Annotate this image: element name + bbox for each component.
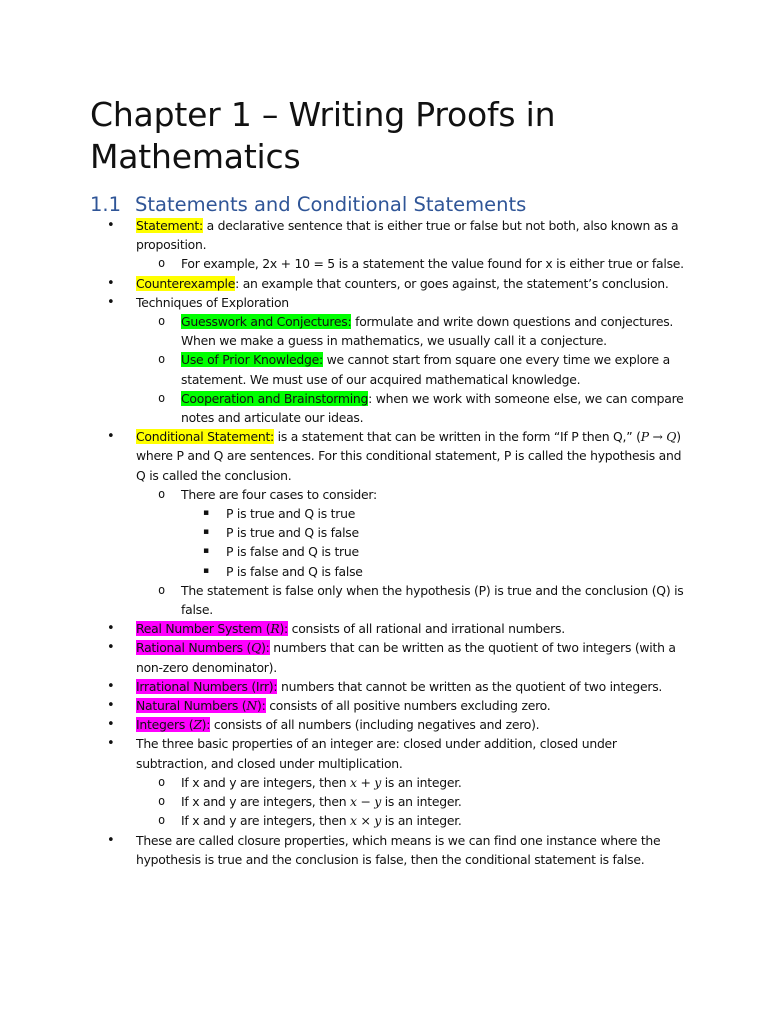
- example-text: For example, 2x + 10 = 5 is a statement the value found for x is either true or false.: [181, 256, 684, 272]
- term-cooperation: Cooperation and Brainstorming: [181, 390, 369, 406]
- bullet-icon: •: [107, 429, 115, 445]
- case-item: [0, 562, 768, 581]
- case-item: [0, 523, 768, 542]
- chapter-title: Chapter 1 – Writing Proofs in Mathematics: [90, 95, 556, 176]
- case-text: P is true and Q is true: [226, 506, 356, 522]
- set-symbol: Z: [193, 717, 202, 733]
- bullet-icon: •: [107, 698, 115, 714]
- circle-bullet-icon: o: [158, 813, 165, 828]
- closure-text: These are called closure properties, which means is we can find one instance where the hypothesis is true and the conclusion is false, then the conditional statement is false.: [136, 832, 661, 867]
- bullet-icon: •: [107, 218, 115, 233]
- note-text: The statement is false only when the hypothesis (P) is true and the conclusion (Q) is false.: [181, 582, 684, 618]
- definition-text: is a statement that can be written in the form “If P then Q,” (: [273, 429, 641, 445]
- term-text: ):: [257, 698, 266, 714]
- term-counterexample: Counterexample: [136, 275, 236, 291]
- sub-item-property: [0, 792, 768, 811]
- property-text: If x and y are integers, then: [181, 794, 351, 810]
- circle-bullet-icon: o: [158, 794, 165, 809]
- sub-item-example: [0, 254, 768, 273]
- term-text: Natural Numbers (: [136, 698, 247, 714]
- term-natural-numbers: [136, 698, 266, 713]
- bullet-icon: •: [107, 832, 115, 848]
- definition-text: : an example that counters, or goes against, the statement’s conclusion.: [235, 275, 669, 291]
- sub-item-note: [0, 581, 768, 619]
- sub-item-cases: [0, 485, 768, 504]
- sub-item-property: [0, 811, 768, 830]
- term-text: ):: [279, 621, 288, 637]
- property-text: If x and y are integers, then: [181, 813, 351, 829]
- section-number: 1.1: [90, 193, 122, 216]
- square-bullet-icon: ▪: [203, 508, 209, 519]
- term-integers: [136, 717, 210, 732]
- list-item-conditional: [0, 427, 768, 485]
- list-item-natural-numbers: [0, 696, 768, 715]
- definition-text: consists of all positive numbers excluding zero.: [265, 698, 551, 714]
- term-rational-numbers: [136, 640, 270, 655]
- circle-bullet-icon: o: [158, 256, 165, 271]
- cases-label: There are four cases to consider:: [181, 486, 377, 502]
- definition-text: a declarative sentence that is either true or false but not both, also known as a proposition.: [136, 218, 679, 253]
- list-item-techniques: [0, 293, 768, 312]
- math-implication: P → Q: [640, 429, 677, 445]
- technique-text: we cannot start from square one every time we explore a statement. We must use of our acquired mathematical knowledge.: [181, 352, 670, 387]
- list-item-rational-numbers: [0, 638, 768, 676]
- sub-item-technique: [0, 350, 768, 388]
- definition-text: numbers that can be written as the quotient of two integers (with a non-zero denominator).: [136, 640, 676, 675]
- bullet-icon: •: [107, 275, 115, 291]
- term-guesswork: Guesswork and Conjectures:: [181, 314, 352, 330]
- definition-text: consists of all numbers (including negatives and zero).: [210, 717, 540, 733]
- term-text: ):: [201, 717, 211, 733]
- property-text: is an integer.: [381, 774, 462, 790]
- section-body: [0, 216, 768, 869]
- bullet-icon: •: [107, 736, 115, 752]
- technique-text: formulate and write down questions and conjectures. When we make a guess in mathematics, we usually call it a conjecture.: [181, 314, 674, 349]
- term-real-numbers: [136, 621, 288, 636]
- bullet-icon: •: [107, 640, 115, 656]
- square-bullet-icon: ▪: [203, 527, 209, 538]
- case-item: [0, 542, 768, 561]
- term-text: Real Number System (: [136, 621, 271, 637]
- circle-bullet-icon: o: [158, 352, 165, 367]
- circle-bullet-icon: o: [158, 486, 165, 501]
- property-text: If x and y are integers, then: [181, 774, 351, 790]
- definition-text: ) where P and Q are sentences. For this conditional statement, P is called the hypothesis and Q is called the conclusion.: [136, 429, 682, 483]
- list-item-real-numbers: [0, 619, 768, 638]
- sub-item-technique: [0, 389, 768, 427]
- list-item-properties: [0, 734, 768, 772]
- math-expression: x × y: [350, 813, 382, 829]
- properties-text: The three basic properties of an integer are: closed under addition, closed under subtraction, and closed under multiplication.: [136, 736, 617, 771]
- property-text: is an integer.: [381, 794, 462, 810]
- term-irrational-numbers: Irrational Numbers (Irr):: [136, 678, 278, 694]
- section-heading: [90, 192, 526, 218]
- property-text: is an integer.: [381, 813, 462, 829]
- square-bullet-icon: ▪: [203, 546, 209, 557]
- case-text: P is true and Q is false: [226, 525, 359, 541]
- term-statement: Statement:: [136, 218, 203, 233]
- term-text: Integers (: [136, 717, 194, 733]
- case-item: [0, 504, 768, 523]
- term-text: ):: [261, 640, 270, 656]
- circle-bullet-icon: o: [158, 774, 165, 789]
- case-text: P is false and Q is false: [226, 563, 363, 579]
- definition-text: consists of all rational and irrational numbers.: [287, 621, 565, 637]
- definition-text: numbers that cannot be written as the quotient of two integers.: [277, 678, 663, 694]
- section-title: Statements and Conditional Statements: [135, 193, 527, 216]
- bullet-icon: •: [107, 678, 115, 694]
- bullet-icon: •: [107, 717, 115, 733]
- term-prior-knowledge: Use of Prior Knowledge:: [181, 352, 323, 368]
- set-symbol: Q: [251, 640, 262, 656]
- sub-item-technique: [0, 312, 768, 350]
- circle-bullet-icon: o: [158, 582, 165, 597]
- square-bullet-icon: ▪: [203, 565, 209, 576]
- bullet-icon: •: [107, 621, 115, 637]
- math-expression: x − y: [350, 794, 382, 810]
- case-text: P is false and Q is true: [226, 544, 359, 560]
- math-expression: x + y: [350, 774, 382, 790]
- techniques-label: Techniques of Exploration: [136, 294, 289, 310]
- circle-bullet-icon: o: [158, 390, 165, 405]
- list-item-statement: [0, 216, 768, 254]
- bullet-icon: •: [107, 294, 115, 310]
- list-item-counterexample: [0, 274, 768, 293]
- list-item-irrational-numbers: [0, 677, 768, 696]
- term-text: Rational Numbers (: [136, 640, 252, 656]
- term-conditional: Conditional Statement:: [136, 429, 274, 445]
- technique-text: : when we work with someone else, we can compare notes and articulate our ideas.: [181, 390, 684, 426]
- set-symbol: R: [270, 621, 280, 637]
- list-item-closure: [0, 831, 768, 869]
- circle-bullet-icon: o: [158, 314, 165, 329]
- set-symbol: N: [246, 698, 257, 714]
- sub-item-property: [0, 773, 768, 792]
- list-item-integers: [0, 715, 768, 734]
